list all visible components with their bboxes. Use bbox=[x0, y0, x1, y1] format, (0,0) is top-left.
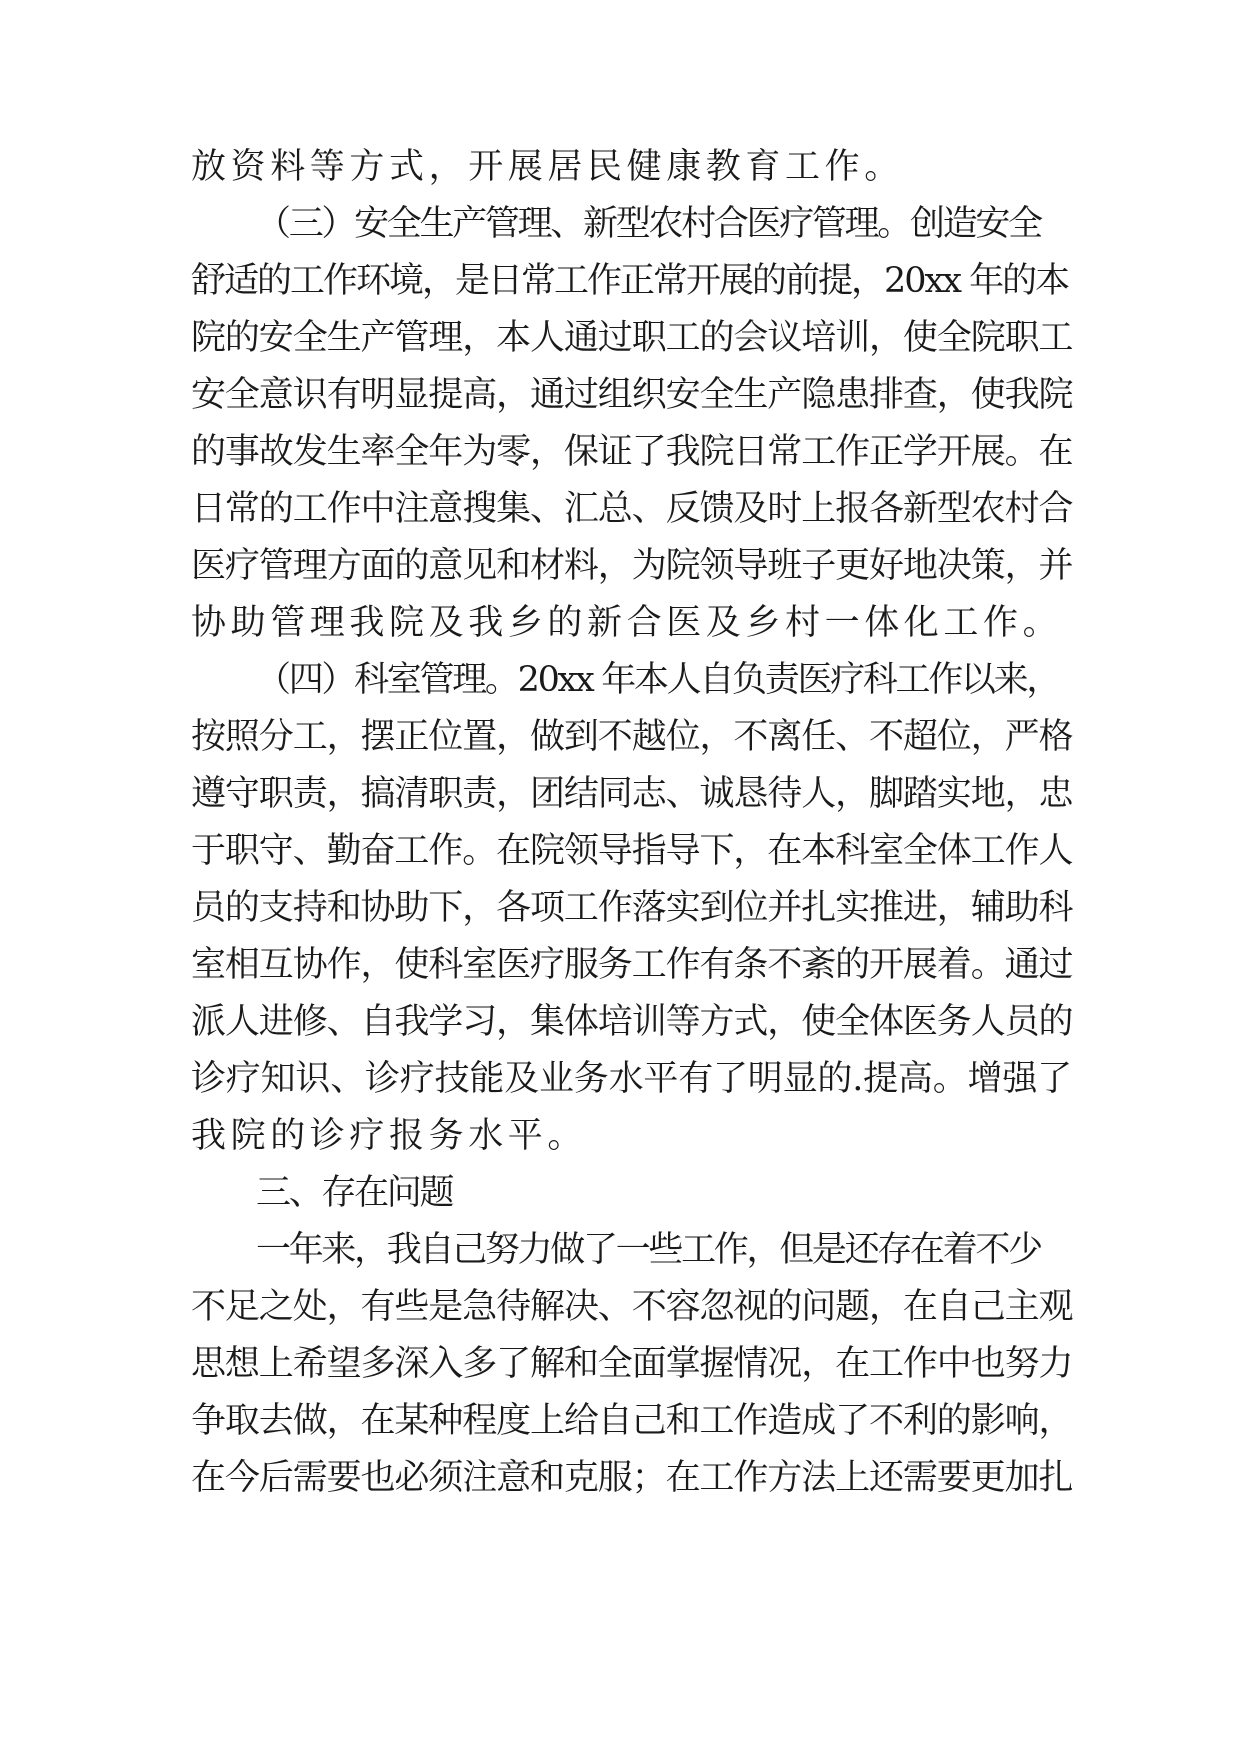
text-line: 安全意识有明显提高，通过组织安全生产隐患排查，使我院 bbox=[191, 375, 1073, 415]
text-line: 一年来，我自己努力做了一些工作，但是还存在着不少 bbox=[256, 1230, 1041, 1270]
text-line: 于职守、勤奋工作。在院领导指导下，在本科室全体工作人 bbox=[191, 831, 1073, 871]
text-line: （三）安全生产管理、新型农村合医疗管理。创造安全 bbox=[256, 204, 1041, 244]
text-line: 室相互协作，使科室医疗服务工作有条不紊的开展着。通过 bbox=[191, 945, 1073, 985]
text-line: 舒适的工作环境，是日常工作正常开展的前提，20xx 年的本 bbox=[191, 261, 1069, 301]
text-line: 不足之处，有些是急待解决、不容忽视的问题，在自己主观 bbox=[191, 1287, 1073, 1327]
text-line: 员的支持和协助下，各项工作落实到位并扎实推进，辅助科 bbox=[191, 888, 1073, 928]
text-line: 的事故发生率全年为零，保证了我院日常工作正学开展。在 bbox=[191, 432, 1073, 472]
text-line: 医疗管理方面的意见和材料，为院领导班子更好地决策，并 bbox=[191, 546, 1073, 586]
text-line: 按照分工，摆正位置，做到不越位，不离任、不超位，严格 bbox=[191, 717, 1073, 757]
text-line: 日常的工作中注意搜集、汇总、反馈及时上报各新型农村合 bbox=[191, 489, 1073, 529]
text-line: 放资料等方式，开展居民健康教育工作。 bbox=[191, 147, 904, 187]
text-line: 我院的诊疗报务水平。 bbox=[191, 1116, 588, 1156]
text-line: 派人进修、自我学习，集体培训等方式，使全体医务人员的 bbox=[191, 1002, 1073, 1042]
text-line: 遵守职责，搞清职责，团结同志、诚恳待人，脚踏实地，忠 bbox=[191, 774, 1073, 814]
text-line: 诊疗知识、诊疗技能及业务水平有了明显的.提高。增强了 bbox=[191, 1059, 1072, 1099]
text-line: 在今后需要也必须注意和克服；在工作方法上还需要更加扎 bbox=[191, 1458, 1073, 1498]
text-line: 思想上希望多深入多了解和全面掌握情况，在工作中也努力 bbox=[191, 1344, 1073, 1384]
section-heading: 三、存在问题 bbox=[256, 1173, 453, 1213]
text-line: 院的安全生产管理，本人通过职工的会议培训，使全院职工 bbox=[191, 318, 1073, 358]
text-line: 争取去做，在某种程度上给自己和工作造成了不利的影响， bbox=[191, 1401, 1073, 1441]
text-line: （四）科室管理。20xx 年本人自负责医疗科工作以来， bbox=[256, 660, 1060, 700]
text-line: 协助管理我院及我乡的新合医及乡村一体化工作。 bbox=[191, 603, 1063, 643]
